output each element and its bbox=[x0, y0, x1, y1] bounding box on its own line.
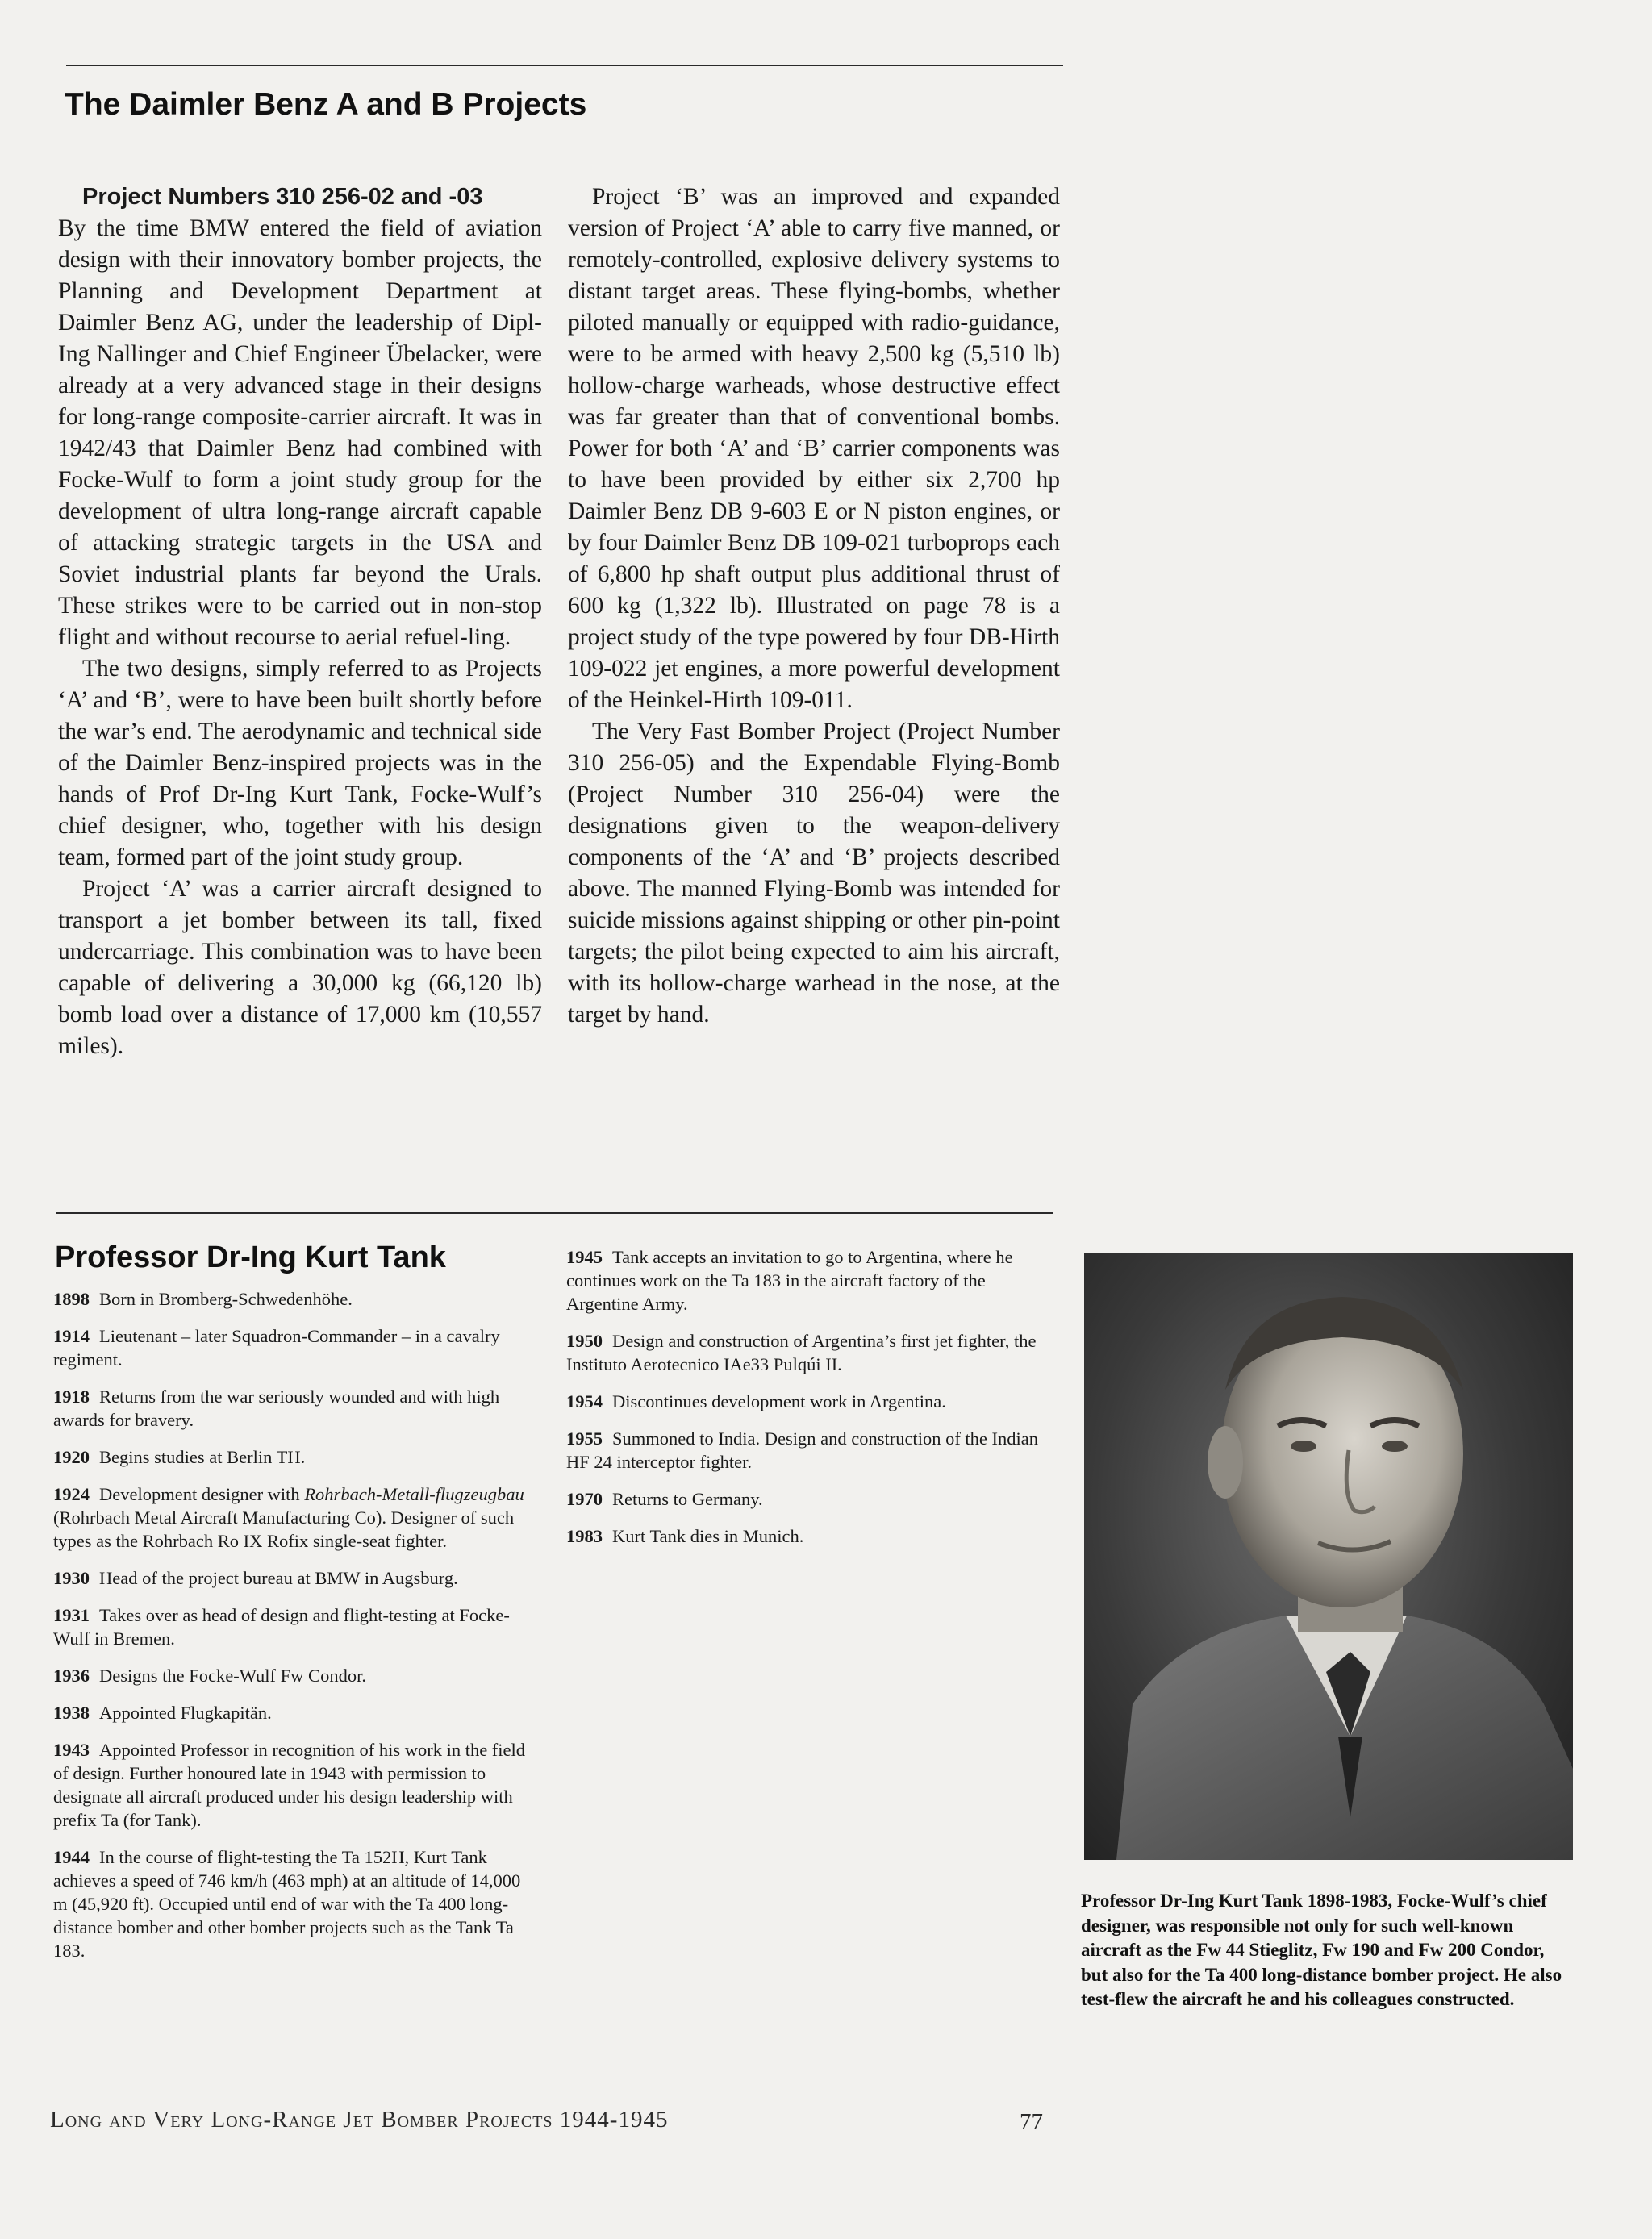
article-paragraph: Project ‘A’ was a carrier aircraft designed to transport a jet bomber between its tall, fixed undercarriage. This combination was to have been capable of delivering a 30,000 kg (66,120 lb) bomb load over a distance of 17,000 km (10,557 miles). bbox=[58, 876, 542, 1059]
timeline-entry bbox=[53, 1738, 537, 1832]
timeline-entry bbox=[53, 1324, 537, 1371]
timeline-text: Summoned to India. Design and construction of the Indian HF 24 interceptor fighter. bbox=[566, 1428, 1039, 1472]
timeline-year: 1945 bbox=[566, 1247, 603, 1267]
article-paragraph: The Very Fast Bomber Project (Project Number 310 256-05) and the Expendable Flying-Bomb (Project Number 310 256-04) were the designations given to the weapon-delivery components of the ‘A’ and ‘B’ projects described above. The manned Flying-Bomb was intended for suicide missions against shipping or other pin-point targets; the pilot being expected to aim his aircraft, with its hollow-charge warhead in the nose, at the target by hand. bbox=[568, 719, 1060, 1028]
timeline-entry bbox=[566, 1524, 1050, 1548]
timeline-entry bbox=[53, 1482, 537, 1553]
timeline-text: Appointed Professor in recognition of his work in the field of design. Further honoured late in 1943 with permission to designate all aircraft produced under his design leadership with prefix Ta (for Tank). bbox=[53, 1740, 526, 1830]
timeline-year: 1944 bbox=[53, 1847, 90, 1867]
timeline-entry bbox=[53, 1845, 537, 1962]
timeline-entry bbox=[53, 1287, 537, 1311]
timeline-text: In the course of flight-testing the Ta 152H, Kurt Tank achieves a speed of 746 km/h (463 mph) at an altitude of 14,000 m (45,920 ft). Occupied until end of war with the Ta 400 long-distance bomber and other bomber projects such as the Tank Ta 183. bbox=[53, 1847, 521, 1961]
timeline-text: Appointed Flugkapitän. bbox=[99, 1703, 272, 1723]
timeline-entry bbox=[53, 1385, 537, 1432]
bio-timeline-right bbox=[566, 1245, 1050, 1561]
top-divider bbox=[66, 65, 1063, 66]
timeline-text: Discontinues development work in Argentina. bbox=[612, 1391, 946, 1411]
bio-timeline-left bbox=[53, 1287, 537, 1976]
timeline-year: 1938 bbox=[53, 1703, 90, 1723]
timeline-text: Tank accepts an invitation to go to Argentina, where he continues work on the Ta 183 in the aircraft factory of the Argentine Army. bbox=[566, 1247, 1013, 1314]
timeline-entry bbox=[566, 1427, 1050, 1474]
timeline-year: 1930 bbox=[53, 1568, 90, 1588]
timeline-text: (Rohrbach Metal Aircraft Manufacturing Co). Designer of such types as the Rohrbach Ro IX Rofix single-seat fighter. bbox=[53, 1507, 515, 1551]
timeline-entry bbox=[566, 1390, 1050, 1413]
timeline-entry bbox=[566, 1487, 1050, 1511]
article-column-left bbox=[58, 181, 542, 1062]
timeline-year: 1983 bbox=[566, 1526, 603, 1546]
timeline-text: Kurt Tank dies in Munich. bbox=[612, 1526, 804, 1546]
timeline-entry bbox=[53, 1566, 537, 1590]
article-paragraph: By the time BMW entered the field of aviation design with their innovatory bomber projects, the Planning and Development Department at Daimler Benz AG, under the leadership of Dipl-Ing Nallinger and Chief Engineer Übelacker, were already at a very advanced stage in their designs for long-range composite-carrier aircraft. It was in 1942/43 that Daimler Benz had combined with Focke-Wulf to form a joint study group for the development of ultra long-range aircraft capable of attacking strategic targets in the USA and Soviet industrial plants far beyond the Urals. These strikes were to be carried out in non-stop flight and without recourse to aerial refuel-ling. bbox=[58, 215, 542, 650]
article-paragraph: The two designs, simply referred to as Projects ‘A’ and ‘B’, were to have been built shortly before the war’s end. The aerodynamic and technical side of the Daimler Benz-inspired projects was in the hands of Prof Dr-Ing Kurt Tank, Focke-Wulf’s chief designer, who, together with his design team, formed part of the joint study group. bbox=[58, 656, 542, 870]
timeline-year: 1914 bbox=[53, 1326, 90, 1346]
timeline-entry bbox=[566, 1245, 1050, 1315]
section-divider bbox=[56, 1212, 1053, 1214]
timeline-entry bbox=[53, 1603, 537, 1650]
timeline-year: 1898 bbox=[53, 1289, 90, 1309]
timeline-text: Takes over as head of design and flight-testing at Focke-Wulf in Bremen. bbox=[53, 1605, 510, 1649]
timeline-text: Head of the project bureau at BMW in Augsburg. bbox=[99, 1568, 458, 1588]
timeline-text: Lieutenant – later Squadron-Commander – in a cavalry regiment. bbox=[53, 1326, 500, 1370]
timeline-entry bbox=[53, 1701, 537, 1724]
timeline-year: 1918 bbox=[53, 1386, 90, 1407]
timeline-italic-text: Rohrbach-Metall-flugzeugbau bbox=[304, 1484, 524, 1504]
portrait-photo bbox=[1084, 1253, 1573, 1860]
timeline-year: 1954 bbox=[566, 1391, 603, 1411]
timeline-entry bbox=[566, 1329, 1050, 1376]
timeline-text: Begins studies at Berlin TH. bbox=[99, 1447, 306, 1467]
timeline-text: Development designer with bbox=[99, 1484, 300, 1504]
timeline-text: Returns to Germany. bbox=[612, 1489, 763, 1509]
timeline-year: 1936 bbox=[53, 1666, 90, 1686]
timeline-year: 1920 bbox=[53, 1447, 90, 1467]
timeline-year: 1924 bbox=[53, 1484, 90, 1504]
photo-caption: Professor Dr-Ing Kurt Tank 1898-1983, Focke-Wulf’s chief designer, was responsible not only for such well-known aircraft as the Fw 44 Stieglitz, Fw 190 and Fw 200 Condor, but also for the Ta 400 long-distance bomber project. He also test-flew the aircraft he and his colleagues constructed. bbox=[1081, 1891, 1562, 2009]
timeline-text: Born in Bromberg-Schwedenhöhe. bbox=[99, 1289, 353, 1309]
timeline-text: Designs the Focke-Wulf Fw Condor. bbox=[99, 1666, 366, 1686]
timeline-year: 1931 bbox=[53, 1605, 90, 1625]
timeline-text: Design and construction of Argentina’s first jet fighter, the Instituto Aerotecnico IAe33 Pulqúi II. bbox=[566, 1331, 1037, 1374]
section-title: The Daimler Benz A and B Projects bbox=[65, 87, 587, 122]
timeline-text: Returns from the war seriously wounded and with high awards for bravery. bbox=[53, 1386, 500, 1430]
article-paragraph: Project ‘B’ was an improved and expanded version of Project ‘A’ able to carry five manned, or remotely-controlled, explosive delivery systems to distant target areas. These flying-bombs, whether piloted manually or equipped with radio-guidance, were to be armed with heavy 2,500 kg (5,510 lb) hollow-charge warheads, whose destructive effect was far greater than that of conventional bombs. Power for both ‘A’ and ‘B’ carrier components was to have been provided by either six 2,700 hp Daimler Benz DB 9-603 E or N piston engines, or by four Daimler Benz DB 109-021 turboprops each of 6,800 hp shaft output plus additional thrust of 600 kg (1,322 lb). Illustrated on page 78 is a project study of the type powered by four DB-Hirth 109-022 jet engines, a more powerful development of the Heinkel-Hirth 109-011. bbox=[568, 184, 1060, 713]
project-numbers-subhead: Project Numbers 310 256-02 and -03 bbox=[82, 184, 483, 210]
bio-title: Professor Dr-Ing Kurt Tank bbox=[55, 1240, 446, 1274]
timeline-year: 1950 bbox=[566, 1331, 603, 1351]
portrait-illustration bbox=[1084, 1253, 1573, 1860]
timeline-entry bbox=[53, 1664, 537, 1687]
article-column-right bbox=[568, 181, 1060, 1031]
timeline-year: 1943 bbox=[53, 1740, 90, 1760]
timeline-entry bbox=[53, 1445, 537, 1469]
page-number: 77 bbox=[1020, 2109, 1043, 2135]
timeline-year: 1970 bbox=[566, 1489, 603, 1509]
running-footer-title: Long and Very Long-Range Jet Bomber Projects 1944-1945 bbox=[50, 2107, 669, 2133]
timeline-year: 1955 bbox=[566, 1428, 603, 1449]
